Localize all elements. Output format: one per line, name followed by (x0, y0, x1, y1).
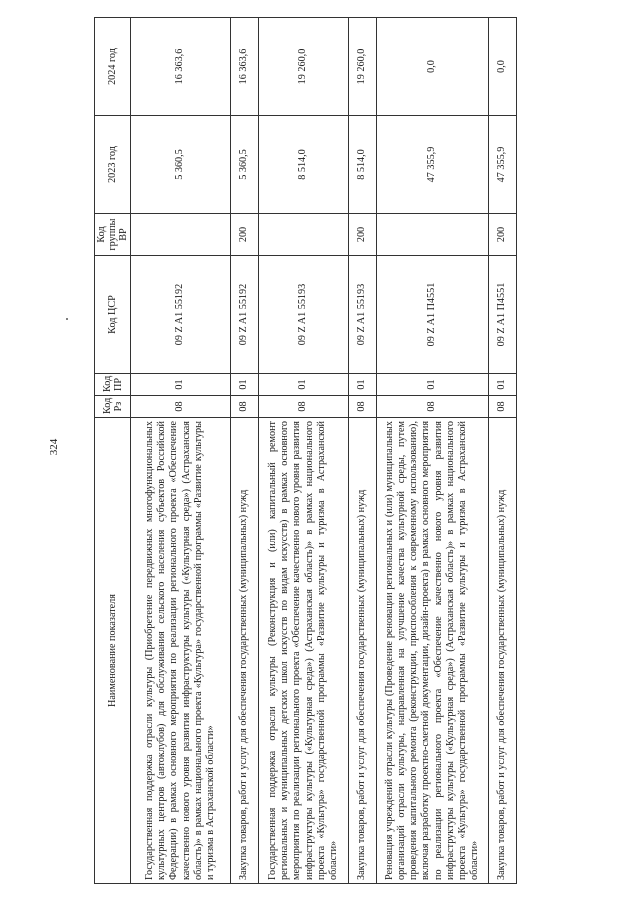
row-vr: 200 (231, 214, 259, 256)
row-2024: 19 260,0 (259, 18, 349, 116)
row-vr: 200 (489, 214, 517, 256)
table-header-row (95, 18, 131, 884)
row-csr: 09 Z A1 55192 (131, 256, 231, 374)
row-csr: 09 Z A1 55193 (349, 256, 377, 374)
row-2023: 8 514,0 (259, 116, 349, 214)
header-2023: 2023 год (95, 116, 131, 214)
rotated-table-wrapper (94, 18, 514, 884)
row-rz: 08 (259, 396, 349, 418)
header-csr: Код ЦСР (95, 256, 131, 374)
table-row (231, 18, 259, 884)
row-name: Реновация учреждений отрасли культуры (Проведение реновации региональных и (или) муниципальных организаций отрасли культуры, направленная на улучшение качества культурной среды, путем проведения капитального ремонта (реконструкции, приспособления к современному использованию), включая разработку проектно-сметной документации, дизайн-проекта) в рамках основного мероприятия по реализации регионального проекта «Обеспечение качественно нового уровня развития инфраструктуры культуры («Культурная среда») (Астраханская область)» в рамках национального проекта «Культура» государственной программы «Развитие культуры и туризма в Астраханской области» (377, 418, 489, 884)
row-name: Закупка товаров, работ и услуг для обеспечения государственных (муниципальных) нужд (231, 418, 259, 884)
row-name: Государственная поддержка отрасли культуры (Приобретение передвижных многофункциональных культурных центров (автоклубов) для обслуживания сельского населения субъектов Российской Федерации) в рамках основного мероприятия по реализации регионального проекта «Обеспечение качественно нового уровня развития инфраструктуры культуры («Культурная среда») (Астраханская область)» в рамках национального проекта «Культура» государственной программы «Развитие культуры и туризма в Астраханской области» (131, 418, 231, 884)
header-name: Наименование показателя (95, 418, 131, 884)
table-row (377, 18, 489, 884)
row-rz: 08 (489, 396, 517, 418)
row-csr: 09 Z A1 55192 (231, 256, 259, 374)
row-2024: 16 363,6 (231, 18, 259, 116)
row-name: Государственная поддержка отрасли культуры (Реконструкция и (или) капитальный ремонт региональных и муниципальных детских школ искусств по видам искусств) в рамках основного мероприятия по реализации регионального проекта «Обеспечение качественно нового уровня развития инфраструктуры культуры («Культурная среда») (Астраханская область)» в рамках национального проекта «Культура» государственной программы «Развитие культуры и туризма в Астраханской области» (259, 418, 349, 884)
row-rz: 08 (349, 396, 377, 418)
row-2023: 5 360,5 (231, 116, 259, 214)
row-pr: 01 (131, 374, 231, 396)
row-2024: 0,0 (489, 18, 517, 116)
row-csr: 09 Z A1 55193 (259, 256, 349, 374)
row-2023: 5 360,5 (131, 116, 231, 214)
header-pr: Код ПР (95, 374, 131, 396)
table-row (349, 18, 377, 884)
row-2023: 47 355,9 (377, 116, 489, 214)
header-2024: 2024 год (95, 18, 131, 116)
row-vr (259, 214, 349, 256)
header-vr: Код группы ВР (95, 214, 131, 256)
table-row (489, 18, 517, 884)
budget-table (94, 17, 517, 884)
row-pr: 01 (259, 374, 349, 396)
row-pr: 01 (349, 374, 377, 396)
row-csr: 09 Z A1 П4551 (489, 256, 517, 374)
row-2024: 0,0 (377, 18, 489, 116)
scan-speck (66, 318, 68, 320)
row-rz: 08 (231, 396, 259, 418)
row-pr: 01 (231, 374, 259, 396)
row-rz: 08 (131, 396, 231, 418)
row-name: Закупка товаров, работ и услуг для обеспечения государственных (муниципальных) нужд (489, 418, 517, 884)
row-2024: 16 363,6 (131, 18, 231, 116)
table-row (259, 18, 349, 884)
row-name: Закупка товаров, работ и услуг для обеспечения государственных (муниципальных) нужд (349, 418, 377, 884)
table-row (131, 18, 231, 884)
row-vr (377, 214, 489, 256)
row-vr: 200 (349, 214, 377, 256)
row-rz: 08 (377, 396, 489, 418)
header-rz: Код Рз (95, 396, 131, 418)
row-2023: 8 514,0 (349, 116, 377, 214)
row-pr: 01 (489, 374, 517, 396)
row-2024: 19 260,0 (349, 18, 377, 116)
row-pr: 01 (377, 374, 489, 396)
row-2023: 47 355,9 (489, 116, 517, 214)
page-number: 324 (48, 438, 60, 456)
row-csr: 09 Z A1 П4551 (377, 256, 489, 374)
row-vr (131, 214, 231, 256)
